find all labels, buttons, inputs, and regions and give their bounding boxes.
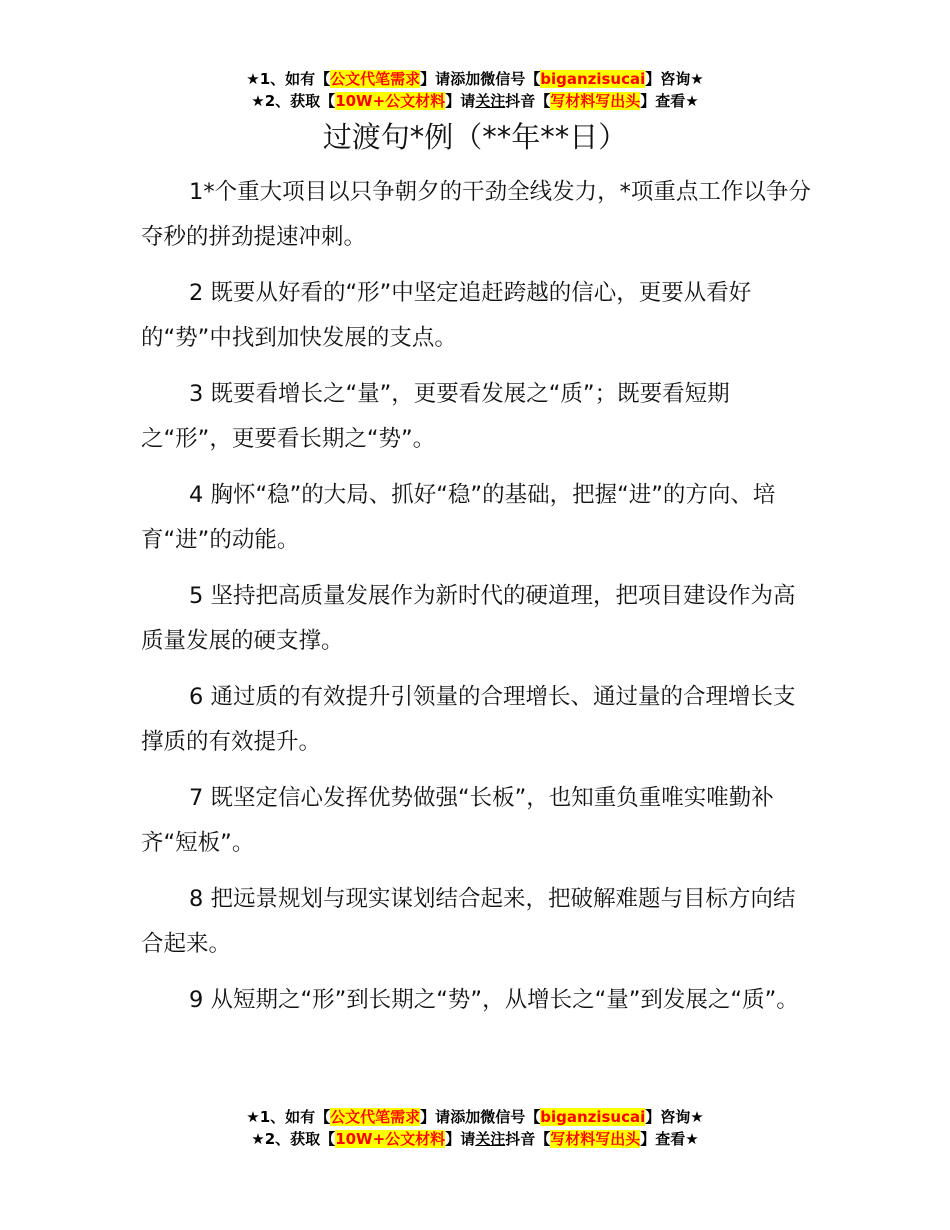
- promo-line-2-middle: 】请: [445, 92, 476, 110]
- promo-line-2-middle: 】请: [445, 1130, 476, 1148]
- promo-line-1: [0, 68, 950, 90]
- paragraph-3: 3 既要看增长之“量”，更要看发展之“质”；既要看短期之“形”，更要看长期之“势”。: [141, 381, 730, 452]
- paragraph-2: 2 既要从好看的“形”中坚定追赶跨越的信心，更要从看好的“势”中找到加快发展的支点。: [141, 280, 752, 351]
- promo-line-2-prefix: ★2、获取【: [251, 92, 336, 110]
- document-title: 过渡句*例（**年**日）: [322, 120, 628, 154]
- promo-line-2-highlight-douyin: 写材料写出头: [550, 92, 641, 110]
- promo-line-1-highlight-wechat: biganzisucai: [540, 1108, 646, 1126]
- promo-line-1-middle: 】请: [420, 1108, 451, 1126]
- promo-line-2: [0, 90, 950, 112]
- paragraph-9: 9 从短期之“形”到长期之“势”，从增长之“量”到发展之“质”。: [189, 987, 799, 1013]
- paragraph-7: 7 既坚定信心发挥优势做强“长板”，也知重负重唯实唯勤补齐“短板”。: [141, 785, 774, 856]
- promo-line-2-highlight-douyin: 写材料写出头: [550, 1130, 641, 1148]
- promo-line-1-highlight-service: 公文代笔需求: [330, 70, 421, 88]
- promo-line-1-suffix: 】咨询★: [645, 1108, 704, 1126]
- promo-line-2-highlight-materials: 10W+公文材料: [335, 1130, 446, 1148]
- header-promo-banner: [0, 68, 950, 112]
- promo-line-2: [0, 1128, 950, 1150]
- paragraph-5: 5 坚持把高质量发展作为新时代的硬道理，把项目建设作为高质量发展的硬支撑。: [141, 583, 796, 654]
- promo-line-2-emph: 关注: [475, 92, 506, 110]
- promo-line-2-highlight-materials: 10W+公文材料: [335, 92, 446, 110]
- promo-line-2-suffix: 】查看★: [640, 1130, 699, 1148]
- paragraph-1: 1*个重大项目以只争朝夕的干劲全线发力，*项重点工作以争分夺秒的拼劲提速冲刺。: [141, 179, 811, 250]
- document-body: [141, 170, 811, 1034]
- promo-line-2-prefix: ★2、获取【: [251, 1130, 336, 1148]
- promo-line-1-emph: 添加: [450, 1108, 481, 1126]
- promo-line-1: [0, 1106, 950, 1128]
- promo-line-1-prefix: ★1、如有【: [246, 70, 331, 88]
- promo-line-1-middle-2: 微信号【: [480, 1108, 541, 1126]
- promo-line-2-suffix: 】查看★: [640, 92, 699, 110]
- promo-line-2-middle-2: 抖音【: [505, 1130, 551, 1148]
- promo-line-1-prefix: ★1、如有【: [246, 1108, 331, 1126]
- promo-line-1-middle: 】请: [420, 70, 451, 88]
- promo-line-1-emph: 添加: [450, 70, 481, 88]
- paragraph-8: 8 把远景规划与现实谋划结合起来，把破解难题与目标方向结合起来。: [141, 886, 796, 957]
- promo-line-1-middle-2: 微信号【: [480, 70, 541, 88]
- paragraph-4: 4 胸怀“稳”的大局、抓好“稳”的基础，把握“进”的方向、培育“进”的动能。: [141, 482, 776, 553]
- promo-line-1-suffix: 】咨询★: [645, 70, 704, 88]
- promo-line-1-highlight-service: 公文代笔需求: [330, 1108, 421, 1126]
- promo-line-1-highlight-wechat: biganzisucai: [540, 70, 646, 88]
- paragraph-6: 6 通过质的有效提升引领量的合理增长、通过量的合理增长支撑质的有效提升。: [141, 684, 796, 755]
- promo-line-2-middle-2: 抖音【: [505, 92, 551, 110]
- footer-promo-banner: [0, 1106, 950, 1150]
- promo-line-2-emph: 关注: [475, 1130, 506, 1148]
